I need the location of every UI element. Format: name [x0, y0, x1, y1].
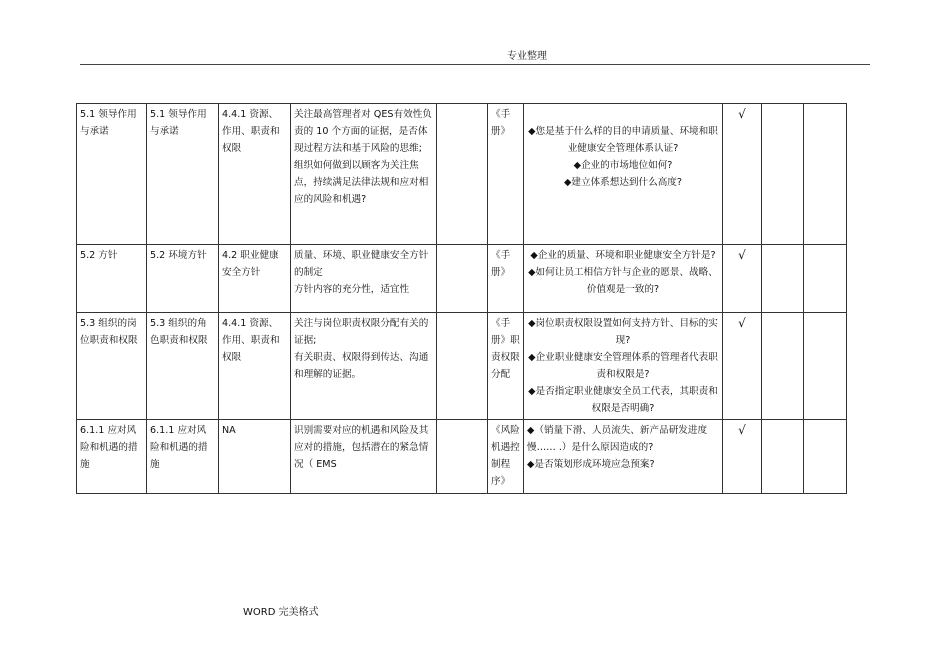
clause-cell-c: 4.4.1 资源、作用、职责和权限	[219, 313, 291, 420]
content-line: 有关职责、权限得到传达、沟通和理解的证据。	[294, 352, 429, 380]
clause-cell-c: 4.4.1 资源、作用、职责和权限	[219, 104, 291, 245]
content-line: 组织如何做到以顾客为关注焦点，持续满足法律法规和应对相应的风险和机遇?	[294, 160, 429, 205]
clause-cell-b: 6.1.1 应对风险和机遇的措施	[147, 420, 219, 494]
document-cell: 《手册》职责权限分配	[488, 313, 524, 420]
question-cell	[524, 245, 723, 313]
question-item: ◆如何让员工相信方针与企业的愿景、战略、价值观是一致的?	[528, 267, 718, 295]
question-item: ◆（销量下滑、人员流失、新产品研发进度慢…… .）是什么原因造成的?	[527, 425, 708, 453]
document-cell: 《手册》	[488, 104, 524, 245]
check-mark: √	[723, 420, 762, 494]
audit-table	[76, 103, 847, 494]
clause-cell-c: NA	[219, 420, 291, 494]
empty-cell	[804, 313, 847, 420]
empty-cell	[804, 245, 847, 313]
header-rule	[80, 64, 870, 65]
question-item: ◆企业的市场地位如何?	[573, 160, 673, 171]
question-item: ◆企业的质量、环境和职业健康安全方针是?	[530, 250, 716, 261]
content-cell	[291, 313, 437, 420]
page-footer-text: WORD 完美格式	[243, 607, 319, 618]
clause-cell-a: 5.1 领导作用与承诺	[77, 104, 147, 245]
empty-cell	[762, 245, 804, 313]
content-line: 方针内容的充分性，适宜性	[294, 284, 410, 295]
question-cell	[524, 420, 723, 494]
empty-cell	[762, 420, 804, 494]
clause-cell-c: 4.2 职业健康安全方针	[219, 245, 291, 313]
content-cell	[291, 245, 437, 313]
document-cell: 《风险机遇控制程序》	[488, 420, 524, 494]
content-cell	[291, 104, 437, 245]
table-row	[77, 420, 847, 494]
question-item: ◆您是基于什么样的目的申请质量、环境和职业健康安全管理体系认证?	[528, 126, 718, 154]
check-mark: √	[723, 104, 762, 245]
clause-cell-b: 5.2 环境方针	[147, 245, 219, 313]
clause-cell-b: 5.1 领导作用与承诺	[147, 104, 219, 245]
table-row	[77, 245, 847, 313]
empty-cell	[437, 104, 488, 245]
question-item: ◆建立体系想达到什么高度?	[563, 177, 682, 188]
empty-cell	[437, 245, 488, 313]
question-item: ◆是否策划形成环境应急预案?	[527, 459, 655, 470]
page-header-title: 专业整理	[507, 51, 547, 62]
question-item: ◆岗位职责权限设置如何支持方针、目标的实现?	[528, 318, 718, 346]
content-line: 关注与岗位职责权限分配有关的证据;	[294, 318, 429, 346]
question-item: ◆企业职业健康安全管理体系的管理者代表职责和权限是?	[528, 352, 718, 380]
table-row	[77, 104, 847, 245]
empty-cell	[762, 313, 804, 420]
empty-cell	[804, 104, 847, 245]
question-cell	[524, 104, 723, 245]
empty-cell	[804, 420, 847, 494]
table-row	[77, 313, 847, 420]
clause-cell-a: 6.1.1 应对风险和机遇的措施	[77, 420, 147, 494]
content-line: 质量、环境、职业健康安全方针的制定	[294, 250, 429, 278]
empty-cell	[437, 313, 488, 420]
question-item: ◆是否指定职业健康安全员工代表，其职责和权限是否明确?	[528, 386, 718, 414]
clause-cell-a: 5.3 组织的岗位职责和权限	[77, 313, 147, 420]
check-mark: √	[723, 313, 762, 420]
question-cell	[524, 313, 723, 420]
check-mark: √	[723, 245, 762, 313]
clause-cell-a: 5.2 方针	[77, 245, 147, 313]
clause-cell-b: 5.3 组织的角色职责和权限	[147, 313, 219, 420]
empty-cell	[437, 420, 488, 494]
content-cell	[291, 420, 437, 494]
document-cell: 《手册》	[488, 245, 524, 313]
content-line: 关注最高管理者对 QES有效性负责的 10 个方面的证据，是否体现过程方法和基于风险的思维;	[294, 109, 432, 154]
content-line: 识别需要对应的机遇和风险及其应对的措施，包括潜在的紧急情况（ EMS	[294, 425, 429, 470]
empty-cell	[762, 104, 804, 245]
